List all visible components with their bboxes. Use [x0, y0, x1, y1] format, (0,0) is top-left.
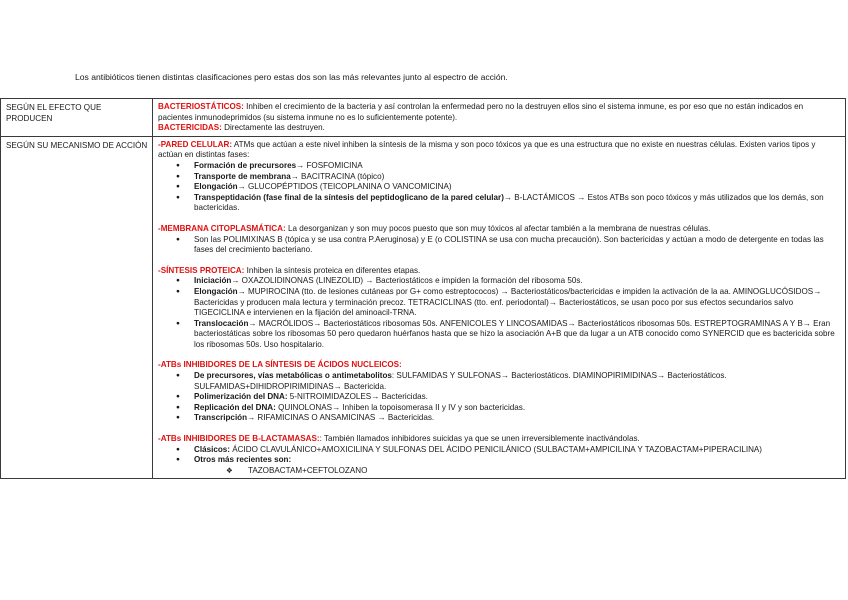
section-title: -ATBs INHIBIDORES DE LA SÍNTESIS DE ÁCIDOS NUCLEICOS: [158, 360, 402, 370]
table-row [1, 136, 846, 479]
section-text: : También llamados inhibidores suicidas ya que se unen irreversiblemente inactivándolas. [319, 434, 640, 444]
item-text: BACITRACINA (tópico) [298, 171, 385, 181]
item-bold: Clásicos: [194, 444, 230, 454]
item-bold: Translocación→ [194, 318, 257, 328]
bactericidas-title: BACTERICIDAS: [158, 123, 222, 133]
list-item [184, 276, 837, 287]
section-list [158, 445, 837, 466]
bacteriostaticos-title: BACTERIOSTÁTICOS: [158, 102, 244, 111]
section-intro [158, 434, 837, 445]
section-title: -SÍNTESIS PROTEICA: [158, 265, 245, 275]
item-bold: Polimerización del DNA: [194, 392, 288, 402]
table-row [1, 99, 846, 137]
item-bold: De precursores, vías metabólicas o antimetabolitos [194, 371, 392, 381]
bactericidas-text: Directamente las destruyen. [221, 123, 325, 133]
list-item [184, 319, 837, 351]
item-text: 5-NITROIMIDAZOLES→ Bactericidas. [287, 392, 428, 402]
item-text: : SULFAMIDAS Y SULFONAS→ Bacteriostáticos. DIAMINOPIRIMIDINAS→ Bacteriostáticos. SULFAMIDAS+DIHIDROPIRIMIDINAS→ Bactericida. [194, 371, 727, 391]
section-intro [158, 360, 837, 371]
section-text: La desorganizan y son muy pocos puesto que son muy tóxicos al afectar también a la membrana de nuestras células. [285, 223, 711, 233]
list-item [184, 413, 837, 424]
item-text: GLUCOPÉPTIDOS (TEICOPLANINA O VANCOMICINA) [245, 182, 452, 192]
item-bold: Transporte de membrana→ [194, 171, 299, 181]
row-label-efecto: SEGÚN EL EFECTO QUE PRODUCEN [1, 99, 153, 137]
list-item [184, 172, 837, 183]
item-text: RIFAMICINAS O ANSAMICINAS → Bactericidas. [255, 413, 435, 423]
list-item [184, 287, 837, 319]
item-text: B-LACTÁMICOS → Estos ATBs son poco tóxicos y más utilizados que los demás, son bactericidas. [194, 192, 824, 213]
section-sintesis-proteica [158, 266, 837, 351]
section-text: Inhiben la síntesis proteica en diferentes etapas. [244, 265, 421, 275]
item-text: ÁCIDO CLAVULÁNICO+AMOXICILINA Y SULFONAS DEL ÁCIDO PENICILÁNICO (SULBACTAM+AMPICILINA Y TAZOBACTAM+PIPERACILINA) [230, 444, 763, 454]
bacteriostaticos-paragraph [158, 102, 837, 123]
item-text: MACRÓLIDOS→ Bacteriostáticos ribosomas 50s. ANFENICOLES Y LINCOSAMIDAS→ Bacteriostáticos ribosomas 50s. ESTREPTOGRAMINAS A Y B→ Eran bacteriostáticas sobre los ribosomas 50 pero quedaron huérfanos hasta que se hizo la asociación A+B que da lugar a un ATB conocido como SYNERCID que es bactericida sobre los ribosomas 50s. Uso hospitalario. [194, 318, 835, 349]
section-title: -MEMBRANA CITOPLASMÁTICA: [158, 223, 286, 233]
item-text: OXAZOLIDINONAS (LINEZOLID) → Bacteriostáticos e impiden la formación del ribosoma 50s. [239, 276, 583, 286]
item-text: MUPIROCINA (tto. de lesiones cutáneas por G+ como estreptococos) → Bacteriostáticos/bactericidas e impiden la activación de la aa. AMINOGLUCÓSIDOS→ Bactericidas y producen mala lectura y terminación precoz. TETRACICLINAS (tto. enf. periodontal)→ Bacteriostáticos, se usan poco por sus efectos secundarios salvo TIGECICLINA e intervienen en la fijación del aminoacil-TRNA. [194, 286, 822, 318]
row-body-mecanismo [153, 136, 846, 479]
bactericidas-paragraph [158, 123, 837, 134]
item-bold: Transcripción→ [194, 413, 256, 423]
list-item [184, 371, 837, 392]
item-bold: Transpeptidación (fase final de la síntesis del peptidoglicano de la pared celular)→ [194, 192, 512, 202]
section-list [158, 161, 837, 214]
bacteriostaticos-text: Inhiben el crecimiento de la bacteria y así controlan la enfermedad pero no la destruyen ellos sino el sistema inmune, es por eso que no están indicados en pacientes inmunodeprimidos (su sistema inmune no es lo suficientemente potente). [158, 102, 804, 122]
sub-list-item: ❖ TAZOBACTAM+CEFTOLOZANO [238, 466, 837, 477]
section-list [158, 371, 837, 424]
item-text: QUINOLONAS→ Inhiben la topoisomerasa II y IV y son bactericidas. [275, 402, 526, 412]
list-item [184, 161, 837, 172]
list-item [184, 193, 837, 214]
section-b-lactamasas [158, 434, 837, 476]
section-title: -PARED CELULAR: [158, 139, 233, 149]
section-intro [158, 266, 837, 277]
item-text: FOSFOMICINA [304, 160, 363, 170]
list-item [184, 403, 837, 414]
list-item [184, 182, 837, 193]
item-bold: Formación de precursores→ [194, 160, 305, 170]
item-bold: Iniciación→ [194, 276, 240, 286]
section-list [158, 276, 837, 350]
item-bold: Elongación→ [194, 286, 246, 296]
intro-text: Los antibióticos tienen distintas clasificaciones pero estas dos son las más relevantes junto al espectro de acción. [75, 72, 508, 82]
section-intro [158, 224, 837, 235]
classification-table [0, 98, 846, 479]
section-pared-celular [158, 140, 837, 214]
section-title: -ATBs INHIBIDORES DE B-LACTAMASAS: [158, 434, 320, 444]
list-item [184, 455, 837, 466]
row-body-efecto [153, 99, 846, 137]
row-label-mecanismo: SEGÚN SU MECANISMO DE ACCIÓN [1, 136, 153, 479]
section-intro [158, 140, 837, 161]
item-bold: Otros más recientes son: [194, 455, 292, 465]
sub-list [158, 466, 837, 477]
section-membrana [158, 224, 837, 256]
item-bold: Replicación del DNA: [194, 402, 276, 412]
item-bold: Elongación→ [194, 182, 246, 192]
list-item [184, 392, 837, 403]
list-item [184, 235, 837, 256]
section-acidos-nucleicos [158, 360, 837, 424]
section-text: ATMs que actúan a este nivel inhiben la síntesis de la misma y son poco tóxicos ya que es una estructura que no existe en nuestras células. Existen varios tipos y actúan en distintas fases: [158, 139, 816, 160]
item-text: Son las POLIMIXINAS B (tópica y se usa contra P.Aeruginosa) y E (o COLISTINA se usa con mucha precaución). Son bactericidas y actúan a modo de detergente en todas las fases del crecimiento bacteriano. [194, 234, 824, 255]
section-list [158, 235, 837, 256]
list-item [184, 445, 837, 456]
